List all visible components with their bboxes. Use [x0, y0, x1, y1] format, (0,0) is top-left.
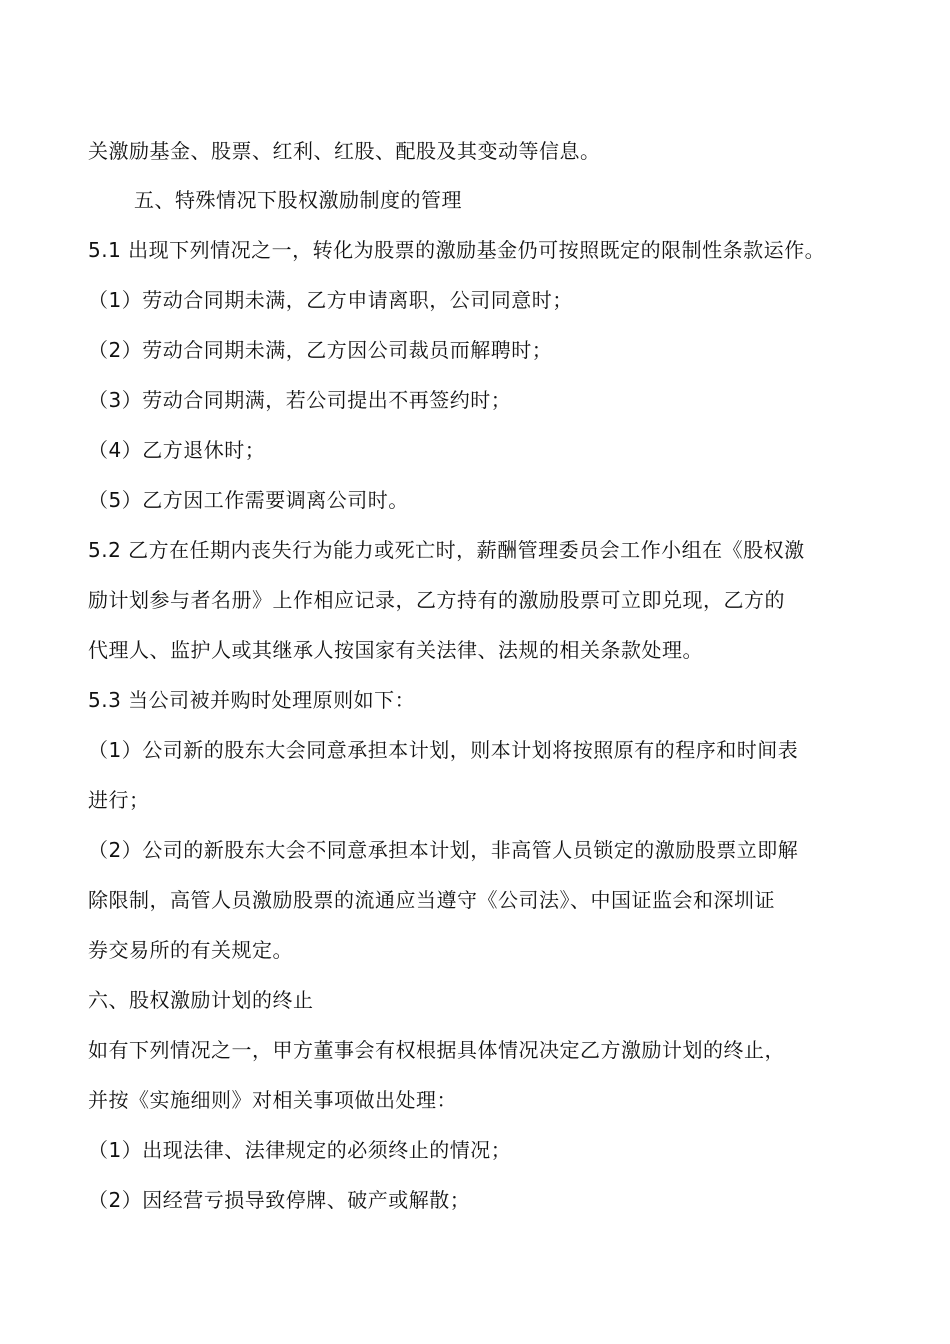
clause-5-2: 5.2 乙方在任期内丧失行为能力或死亡时，薪酬管理委员会工作小组在《股权激 — [88, 538, 805, 562]
paragraph-line: 进行； — [88, 788, 150, 812]
paragraph-line: 代理人、监护人或其继承人按国家有关法律、法规的相关条款处理。 — [88, 638, 703, 662]
paragraph-line: 关激励基金、股票、红利、红股、配股及其变动等信息。 — [88, 139, 601, 163]
list-item: （2）公司的新股东大会不同意承担本计划，非高管人员锁定的激励股票立即解 — [88, 838, 799, 862]
list-item: （5）乙方因工作需要调离公司时。 — [88, 488, 409, 512]
list-item: （3）劳动合同期满，若公司提出不再签约时； — [88, 388, 512, 412]
list-item: （4）乙方退休时； — [88, 438, 266, 462]
paragraph-line: 如有下列情况之一，甲方董事会有权根据具体情况决定乙方激励计划的终止， — [88, 1038, 785, 1062]
list-item: （1）公司新的股东大会同意承担本计划，则本计划将按照原有的程序和时间表 — [88, 738, 799, 762]
list-item: （2）劳动合同期未满，乙方因公司裁员而解聘时； — [88, 338, 553, 362]
paragraph-line: 励计划参与者名册》上作相应记录，乙方持有的激励股票可立即兑现，乙方的 — [88, 588, 785, 612]
section-heading-6: 六、股权激励计划的终止 — [88, 988, 314, 1012]
clause-5-1: 5.1 出现下列情况之一，转化为股票的激励基金仍可按照既定的限制性条款运作。 — [88, 238, 826, 262]
paragraph-line: 除限制，高管人员激励股票的流通应当遵守《公司法》、中国证监会和深圳证 — [88, 888, 775, 912]
list-item: （2）因经营亏损导致停牌、破产或解散； — [88, 1188, 471, 1212]
paragraph-line: 券交易所的有关规定。 — [88, 938, 293, 962]
paragraph-line: 并按《实施细则》对相关事项做出处理： — [88, 1088, 457, 1112]
section-heading-5: 五、特殊情况下股权激励制度的管理 — [134, 188, 462, 212]
clause-5-3: 5.3 当公司被并购时处理原则如下： — [88, 688, 416, 712]
list-item: （1）劳动合同期未满，乙方申请离职，公司同意时； — [88, 288, 573, 312]
list-item: （1）出现法律、法律规定的必须终止的情况； — [88, 1138, 512, 1162]
